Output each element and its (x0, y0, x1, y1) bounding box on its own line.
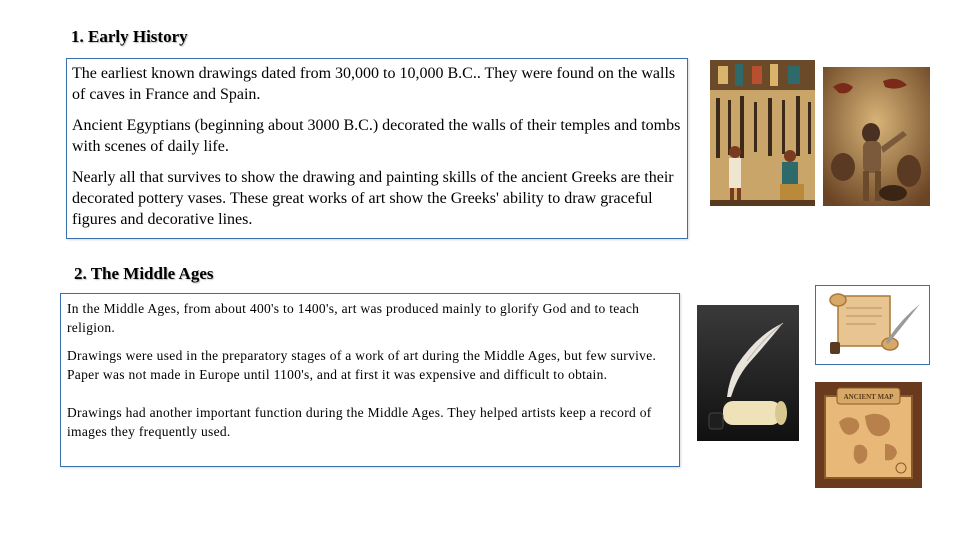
cave-painting-image (823, 67, 930, 206)
section-heading-early-history: 1. Early History (71, 27, 188, 46)
middle-ages-text-box (60, 293, 680, 467)
paragraph: Drawings were used in the preparatory stages of a work of art during the Middle Ages, but few survive. Paper was not made in Europe until 1100's, and at first it was expensive and difficult to obtain. (67, 348, 657, 382)
ancient-map-image (815, 382, 922, 488)
scroll-illustration-image (815, 285, 930, 365)
section-heading-middle-ages: 2. The Middle Ages (74, 264, 214, 283)
paragraph: Drawings had another important function during the Middle Ages. They helped artists keep a record of images they frequently used. (67, 405, 652, 439)
map-label: ANCIENT MAP (843, 393, 894, 401)
early-history-text-box (66, 58, 688, 239)
quill-and-scroll-image (697, 305, 799, 441)
paragraph: The earliest known drawings dated from 30,000 to 10,000 B.C.. They were found on the walls of caves in France and Spain. (72, 65, 676, 103)
paragraph: In the Middle Ages, from about 400's to 1400's, art was produced mainly to glorify God and to teach religion. (67, 301, 640, 335)
paragraph: Ancient Egyptians (beginning about 3000 B.C.) decorated the walls of their temples and tombs with scenes of daily life. (72, 117, 681, 155)
paragraph: Nearly all that survives to show the drawing and painting skills of the ancient Greeks are their decorated pottery vases. These great works of art show the Greeks' ability to draw graceful figures and decorative lines. (72, 169, 674, 228)
egyptian-wall-painting-image (710, 60, 815, 206)
